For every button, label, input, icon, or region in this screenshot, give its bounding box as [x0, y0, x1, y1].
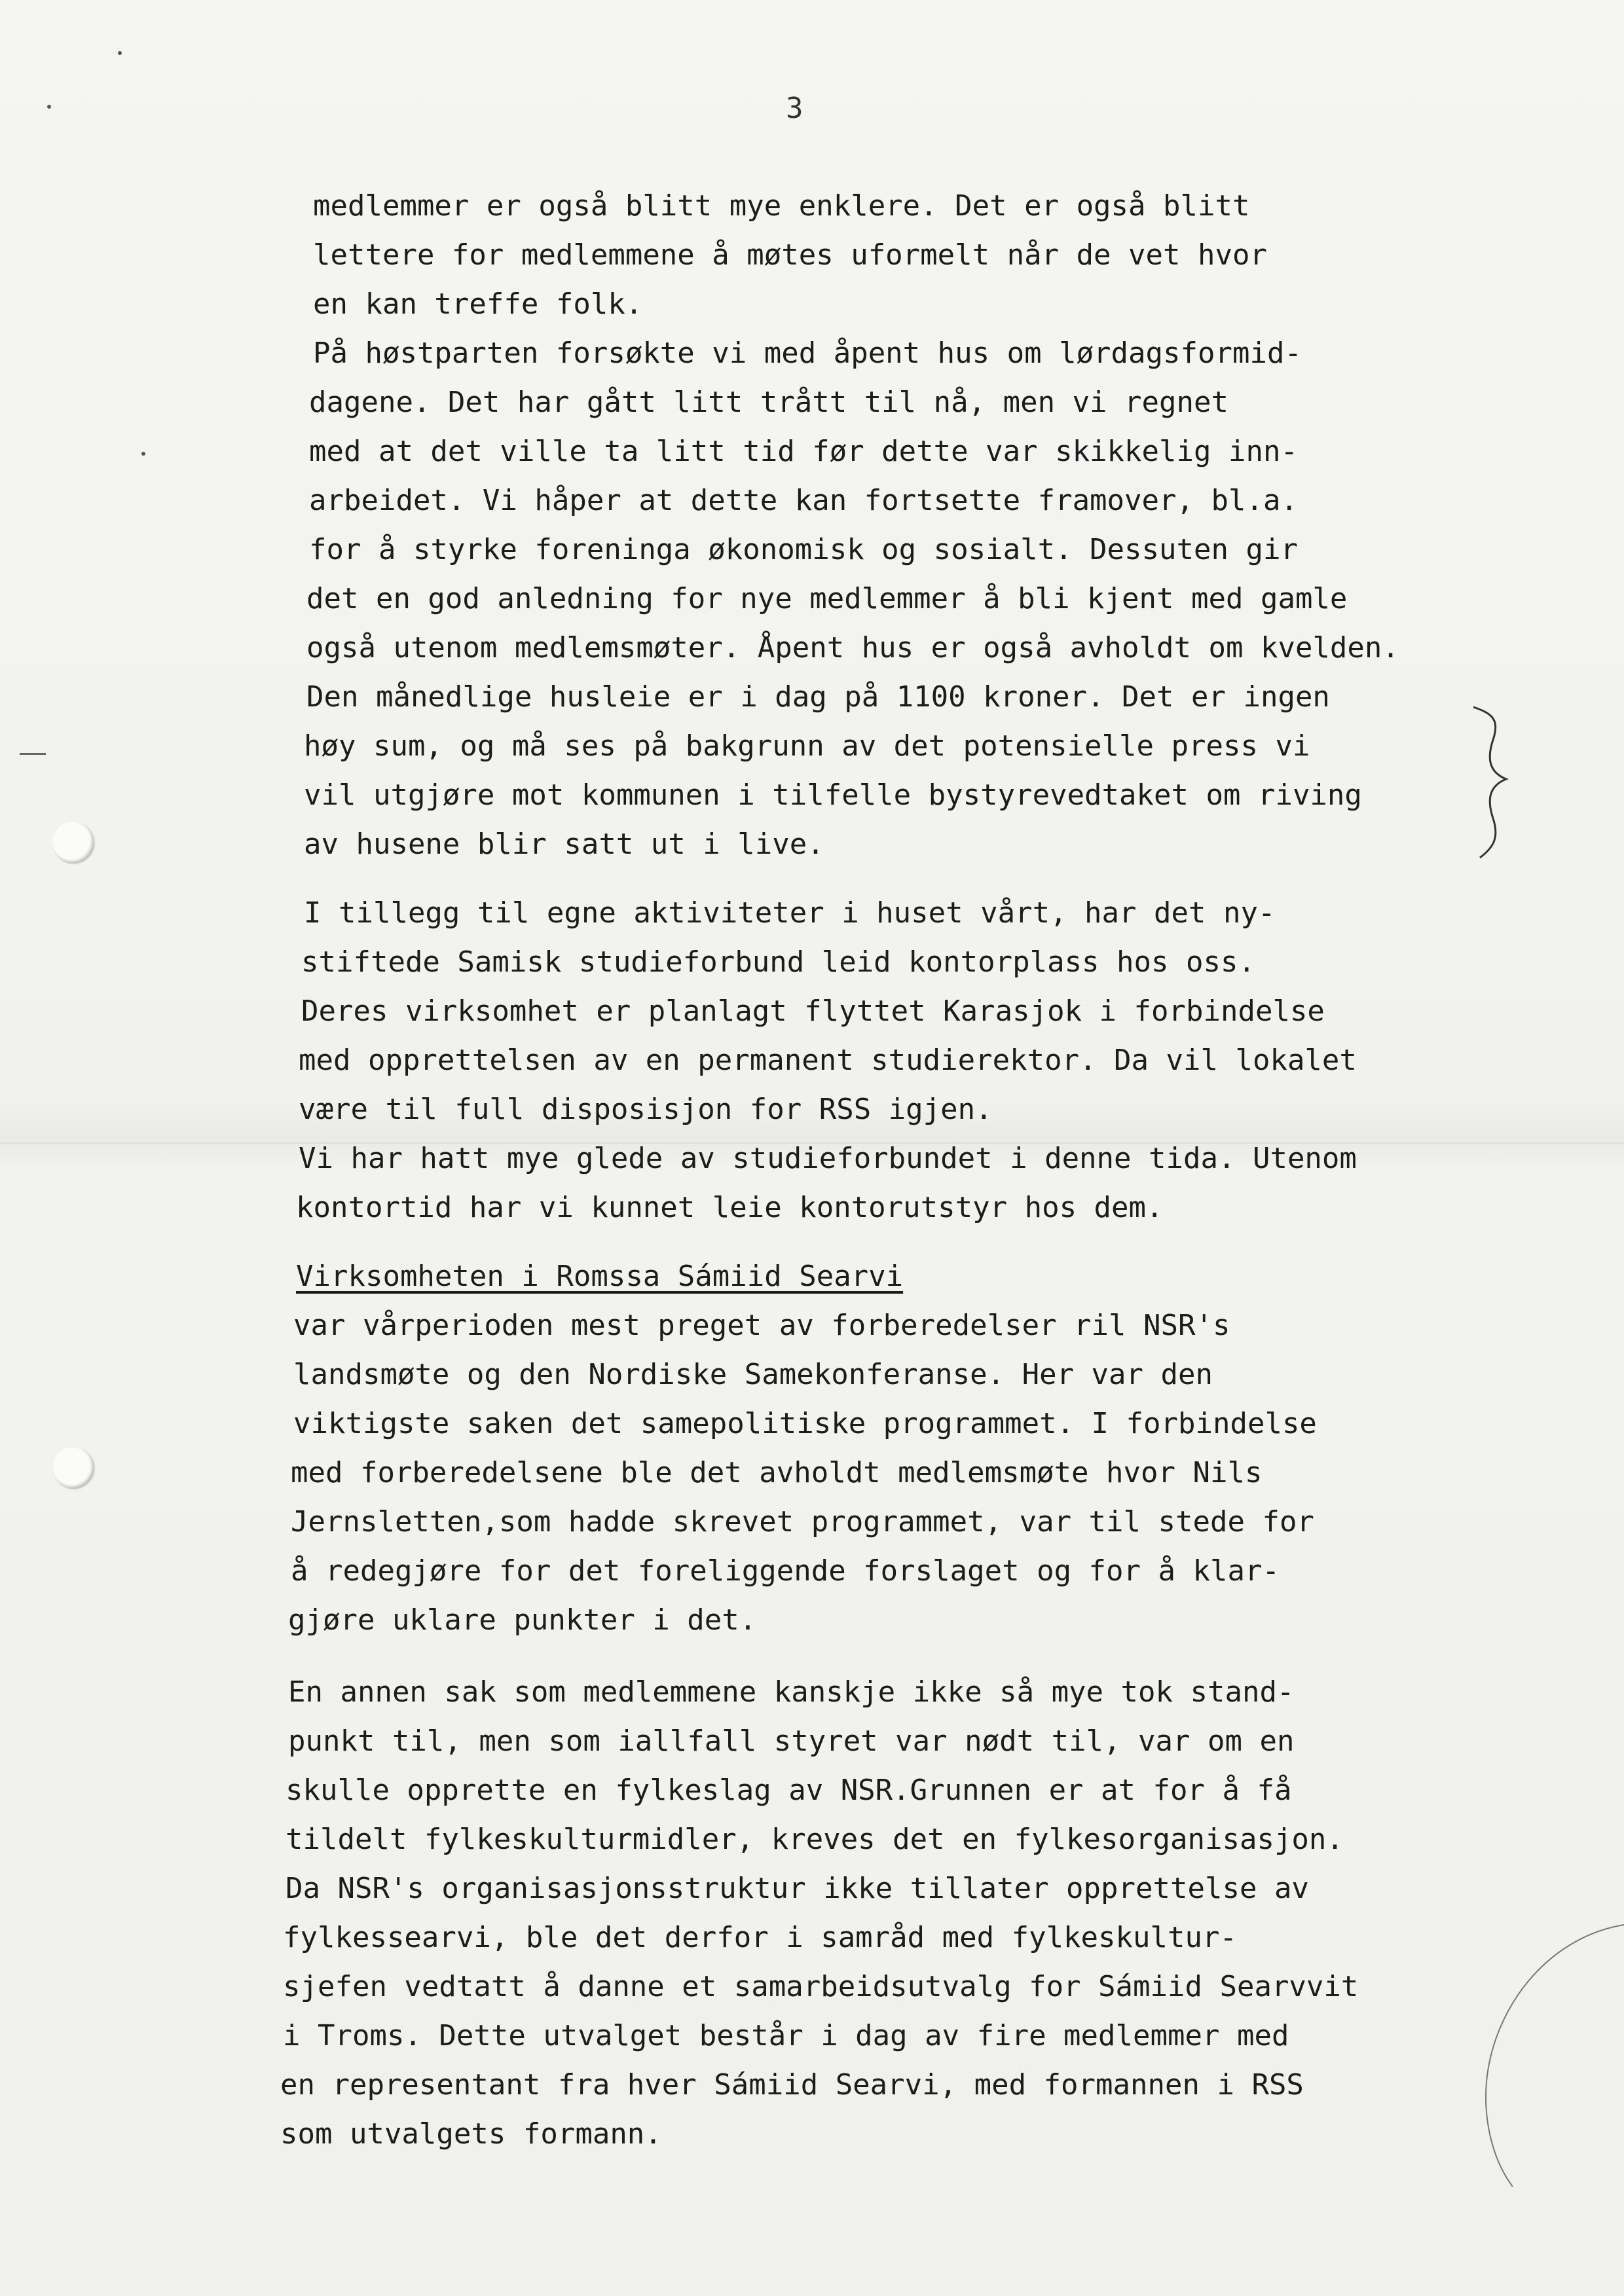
punch-hole — [52, 822, 94, 864]
text-line: medlemmer er også blitt mye enklere. Det er også blitt — [313, 189, 1250, 223]
text-line: i Troms. Dette utvalget består i dag av fire medlemmer med — [283, 2019, 1289, 2052]
margin-mark — [20, 753, 46, 755]
text-line: med forberedelsene ble det avholdt medlemsmøte hvor Nils — [291, 1456, 1263, 1489]
text-line: av husene blir satt ut i live. — [304, 828, 824, 861]
text-line: Deres virksomhet er planlagt flyttet Karasjok i forbindelse — [301, 994, 1325, 1028]
paper-speck — [118, 51, 122, 55]
text-line: være til full disposisjon for RSS igjen. — [299, 1093, 993, 1126]
text-line: lettere for medlemmene å møtes uformelt når de vet hvor — [313, 238, 1267, 272]
text-line: landsmøte og den Nordiske Samekonferanse. Her var den — [293, 1358, 1213, 1391]
handwritten-brace-mark — [1467, 694, 1526, 864]
text-line: en kan treffe folk. — [313, 287, 643, 321]
text-line: som utvalgets formann. — [280, 2117, 662, 2151]
text-line: arbeidet. Vi håper at dette kan fortsette framover, bl.a. — [309, 484, 1298, 517]
text-line: viktigste saken det samepolitiske programmet. I forbindelse — [293, 1407, 1317, 1440]
text-line: også utenom medlemsmøter. Åpent hus er også avholdt om kvelden. — [306, 631, 1399, 665]
text-line: Vi har hatt mye glede av studieforbundet i denne tida. Utenom — [299, 1142, 1357, 1175]
text-line: punkt til, men som iallfall styret var nødt til, var om en — [288, 1724, 1295, 1758]
handwritten-arc-mark — [1467, 1912, 1624, 2187]
text-line: en representant fra hver Sámiid Searvi, med formannen i RSS — [280, 2068, 1304, 2102]
text-line: Da NSR's organisasjonsstruktur ikke tillater opprettelse av — [286, 1872, 1309, 1905]
paper-speck — [141, 452, 145, 456]
text-line: vil utgjøre mot kommunen i tilfelle bystyrevedtaket om riving — [304, 778, 1362, 812]
text-line: med at det ville ta litt tid før dette var skikkelig inn- — [309, 435, 1298, 468]
text-line: I tillegg til egne aktiviteter i huset vårt, har det ny- — [304, 896, 1276, 930]
text-line: skulle opprette en fylkeslag av NSR.Grunnen er at for å få — [286, 1774, 1292, 1807]
text-line: dagene. Det har gått litt trått til nå, men vi regnet — [309, 386, 1228, 419]
text-line: for å styrke foreninga økonomisk og sosialt. Dessuten gir — [309, 533, 1298, 566]
page-number: 3 — [786, 92, 803, 125]
text-line: sjefen vedtatt å danne et samarbeidsutvalg for Sámiid Searvvit — [283, 1970, 1359, 2003]
text-line: kontortid har vi kunnet leie kontorutstyr hos dem. — [296, 1191, 1164, 1224]
text-line: Den månedlige husleie er i dag på 1100 kroner. Det er ingen — [306, 680, 1330, 714]
text-line: var vårperioden mest preget av forberedelser ril NSR's — [293, 1309, 1230, 1342]
text-line: Jernsletten,som hadde skrevet programmet, var til stede for — [291, 1505, 1314, 1539]
section-heading: Virksomheten i Romssa Sámiid Searvi — [296, 1260, 904, 1293]
text-line: det en god anledning for nye medlemmer å bli kjent med gamle — [306, 582, 1348, 615]
punch-hole — [52, 1447, 94, 1489]
text-line: stiftede Samisk studieforbund leid kontorplass hos oss. — [301, 945, 1255, 979]
text-line: høy sum, og må ses på bakgrunn av det potensielle press vi — [304, 729, 1310, 763]
text-line: tildelt fylkeskulturmidler, kreves det en fylkesorganisasjon. — [286, 1823, 1344, 1856]
text-line: å redegjøre for det foreliggende forslaget og for å klar- — [291, 1554, 1280, 1588]
text-line: med opprettelsen av en permanent studierektor. Da vil lokalet — [299, 1044, 1357, 1077]
text-line: gjøre uklare punkter i det. — [288, 1603, 757, 1637]
paper-speck — [47, 105, 51, 109]
text-line: fylkessearvi, ble det derfor i samråd med fylkeskultur- — [283, 1921, 1237, 1954]
text-line: En annen sak som medlemmene kanskje ikke så mye tok stand- — [288, 1675, 1295, 1709]
text-line: På høstparten forsøkte vi med åpent hus om lørdagsformid- — [313, 337, 1302, 370]
